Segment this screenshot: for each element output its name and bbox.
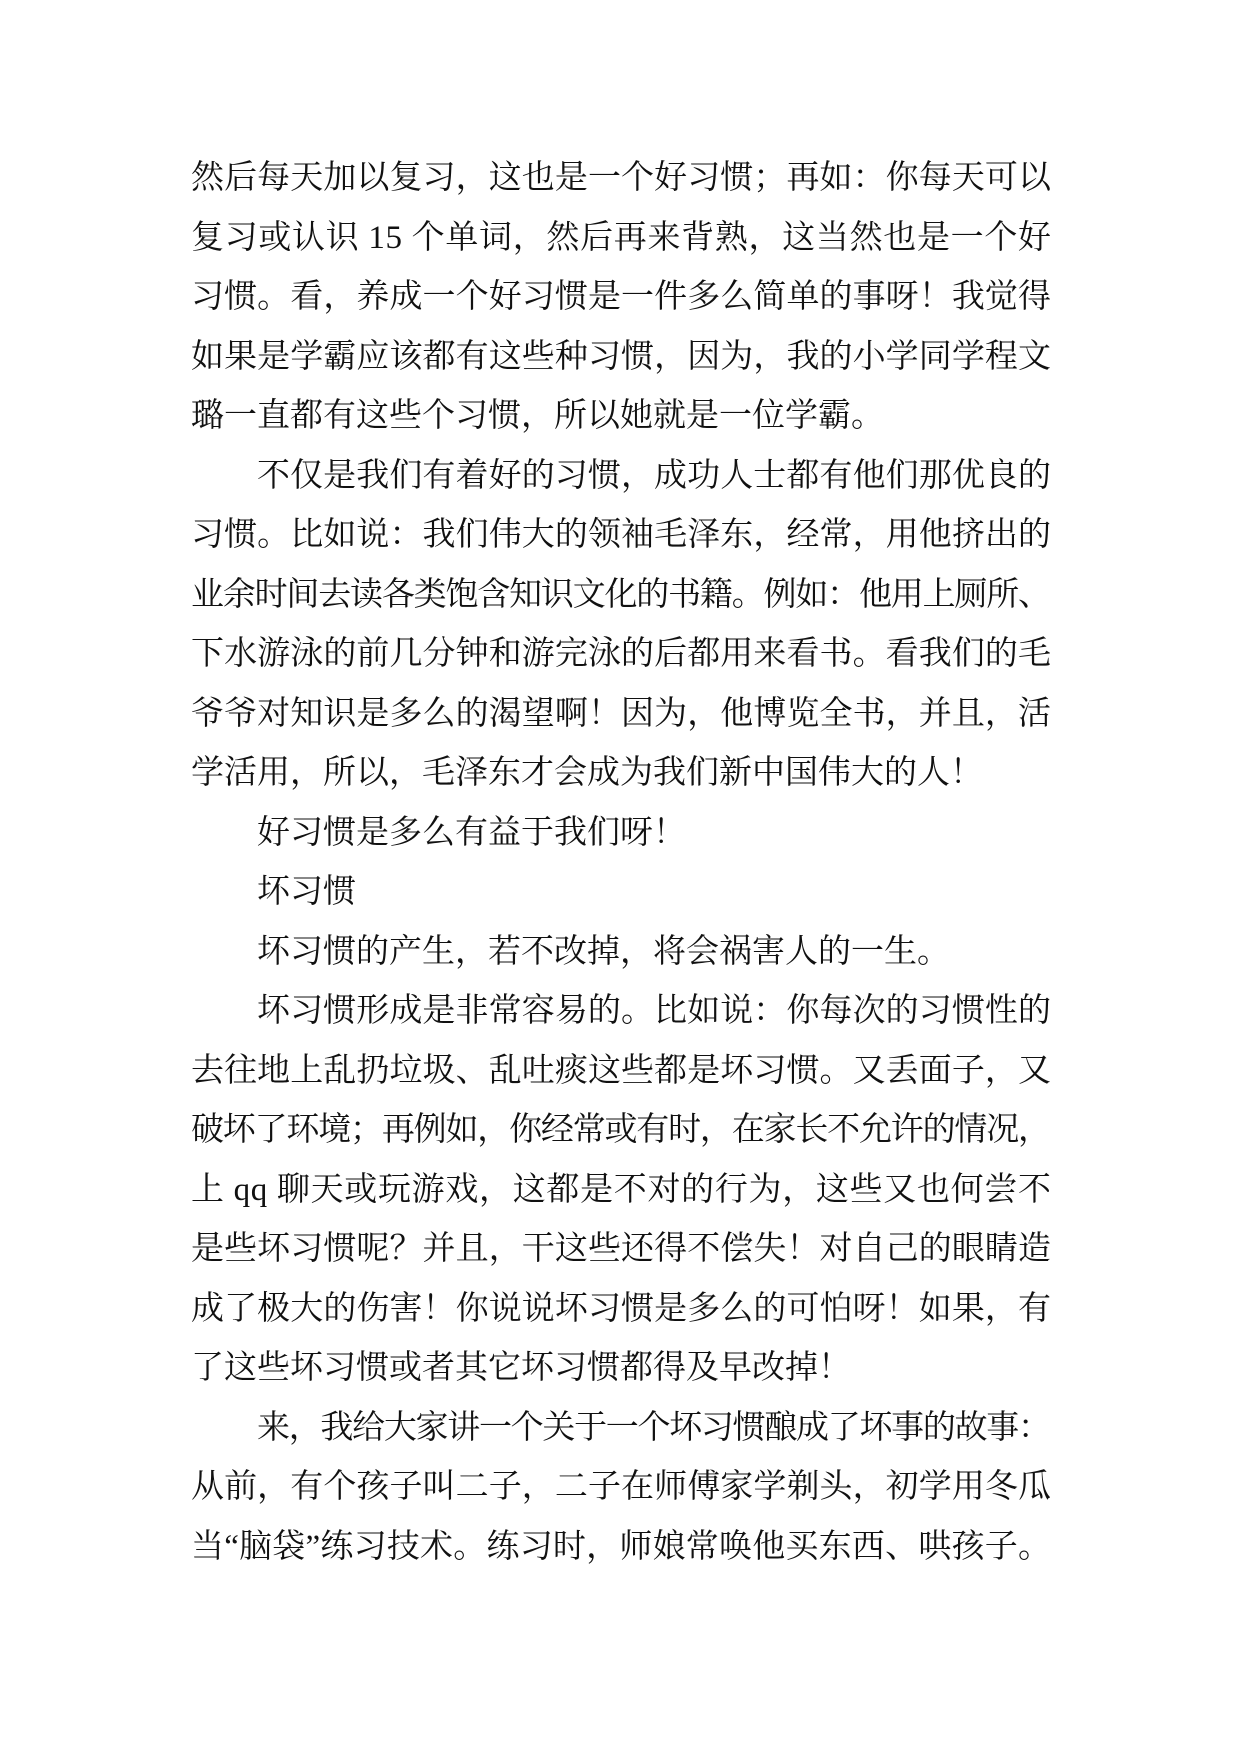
text-line: 坏习惯的产生，若不改掉，将会祸害人的一生。 bbox=[257, 933, 950, 970]
text-line: 爷爷对知识是多么的渴望啊！因为，他博览全书，并且，活 bbox=[191, 695, 1052, 732]
text-line: 成了极大的伤害！你说说坏习惯是多么的可怕呀！如果，有 bbox=[191, 1290, 1052, 1327]
text-line: 习惯。看，养成一个好习惯是一件多么简单的事呀！我觉得 bbox=[191, 279, 1052, 315]
text-line: 是些坏习惯呢？并且，干这些还得不偿失！对自己的眼睛造 bbox=[191, 1231, 1052, 1267]
document-body bbox=[191, 149, 1051, 1577]
text-line: 复习或认识 15 个单词，然后再来背熟，这当然也是一个好 bbox=[191, 219, 1052, 256]
subheading-text: 坏习惯 bbox=[257, 874, 356, 910]
text-line: 了这些坏习惯或者其它坏习惯都得及早改掉！ bbox=[191, 1350, 851, 1386]
paragraph bbox=[191, 447, 1051, 804]
text-line: 从前，有个孩子叫二子，二子在师傅家学剃头，初学用冬瓜 bbox=[191, 1469, 1052, 1505]
text-line: 如果是学霸应该都有这些种习惯，因为，我的小学同学程文 bbox=[191, 338, 1052, 375]
text-line: 不仅是我们有着好的习惯，成功人士都有他们那优良的 bbox=[257, 457, 1052, 494]
text-line: 当“脑袋”练习技术。练习时，师娘常唤他买东西、哄孩子。 bbox=[191, 1528, 1052, 1565]
text-line: 上 qq 聊天或玩游戏，这都是不对的行为，这些又也何尝不 bbox=[191, 1171, 1052, 1208]
text-line: 坏习惯形成是非常容易的。比如说：你每次的习惯性的 bbox=[257, 993, 1052, 1029]
text-line: 璐一直都有这些个习惯，所以她就是一位学霸。 bbox=[191, 398, 884, 434]
text-line: 业余时间去读各类饱含知识文化的书籍。例如：他用上厕所、 bbox=[191, 576, 1050, 613]
text-line: 去往地上乱扔垃圾、乱吐痰这些都是坏习惯。又丢面子，又 bbox=[191, 1052, 1052, 1089]
text-line: 习惯。比如说：我们伟大的领袖毛泽东，经常，用他挤出的 bbox=[191, 517, 1052, 553]
subheading bbox=[191, 863, 1051, 923]
paragraph bbox=[191, 149, 1051, 447]
text-line: 来，我给大家讲一个关于一个坏习惯酿成了坏事的故事： bbox=[257, 1409, 1050, 1446]
text-line: 学活用，所以，毛泽东才会成为我们新中国伟大的人！ bbox=[191, 755, 983, 791]
text-line: 然后每天加以复习，这也是一个好习惯；再如：你每天可以 bbox=[191, 160, 1052, 196]
text-line: 好习惯是多么有益于我们呀！ bbox=[257, 814, 686, 851]
text-line: 破坏了环境；再例如，你经常或有时，在家长不允许的情况， bbox=[191, 1112, 1050, 1148]
paragraph bbox=[191, 923, 1051, 983]
paragraph bbox=[191, 804, 1051, 864]
paragraph bbox=[191, 1399, 1051, 1578]
text-line: 下水游泳的前几分钟和游完泳的后都用来看书。看我们的毛 bbox=[191, 636, 1052, 672]
paragraph bbox=[191, 982, 1051, 1399]
